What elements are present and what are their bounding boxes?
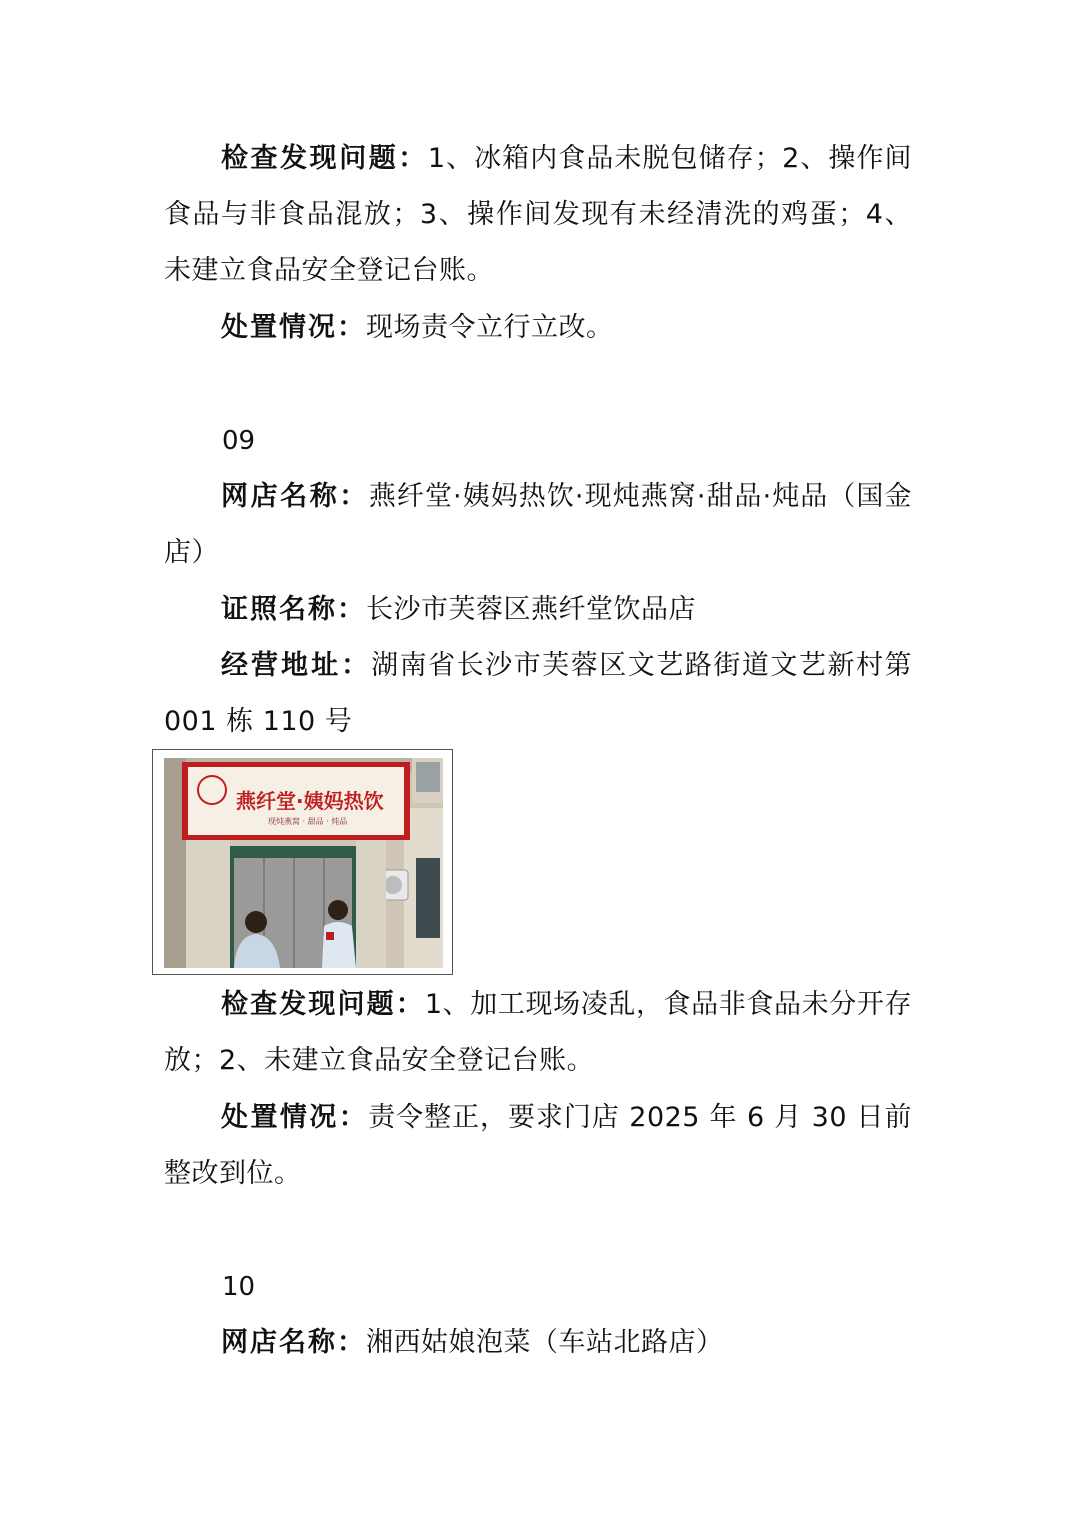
storefront-photo bbox=[152, 749, 453, 975]
license-name-09: 长沙市芙蓉区燕纤堂饮品店 bbox=[366, 594, 696, 625]
shop-name-10: 湘西姑娘泡菜（车站北路店） bbox=[366, 1327, 724, 1358]
action-label-09: 处置情况： bbox=[221, 1102, 369, 1133]
section-number-10: 10 bbox=[222, 1272, 256, 1302]
shop-label-09: 网店名称： bbox=[221, 481, 369, 512]
section-number-09: 09 bbox=[222, 426, 256, 456]
issue-paragraph-09 bbox=[164, 977, 912, 1089]
action-paragraph-09 bbox=[164, 1090, 912, 1202]
shop-name-09: 燕纤堂·姨妈热饮·现炖燕窝·甜品·炖品（国金店） bbox=[164, 481, 912, 568]
issue-label-09: 检查发现问题： bbox=[221, 989, 425, 1020]
prev-action-text: 现场责令立行立改。 bbox=[366, 312, 614, 343]
address-paragraph-09 bbox=[164, 638, 912, 750]
action-text-09: 责令整正，要求门店 2025 年 6 月 30 日前整改到位。 bbox=[164, 1102, 912, 1189]
sign-sub-text: 现炖燕窝 · 甜品 · 炖品 bbox=[268, 817, 348, 826]
address-label-09: 经营地址： bbox=[221, 650, 372, 681]
shop-name-paragraph-10 bbox=[164, 1315, 912, 1371]
prev-action-label: 处置情况： bbox=[221, 312, 366, 343]
prev-issue-label: 检查发现问题： bbox=[221, 143, 428, 174]
shop-label-10: 网店名称： bbox=[221, 1327, 366, 1358]
prev-action-paragraph bbox=[164, 300, 912, 356]
sign-main-text: 燕纤堂·姨妈热饮 bbox=[236, 789, 384, 813]
license-paragraph-09 bbox=[164, 582, 912, 638]
prev-issue-text: 1、冰箱内食品未脱包储存；2、操作间食品与非食品混放；3、操作间发现有未经清洗的鸡蛋；4、未建立食品安全登记台账。 bbox=[164, 143, 913, 286]
shop-name-paragraph-09 bbox=[164, 469, 912, 581]
prev-issue-paragraph bbox=[164, 131, 912, 299]
storefront-image bbox=[164, 758, 443, 968]
license-label-09: 证照名称： bbox=[221, 594, 366, 625]
address-09: 湖南省长沙市芙蓉区文艺路街道文艺新村第 001 栋 110 号 bbox=[164, 650, 912, 737]
issue-text-09: 1、加工现场凌乱，食品非食品未分开存放；2、未建立食品安全登记台账。 bbox=[164, 989, 912, 1076]
